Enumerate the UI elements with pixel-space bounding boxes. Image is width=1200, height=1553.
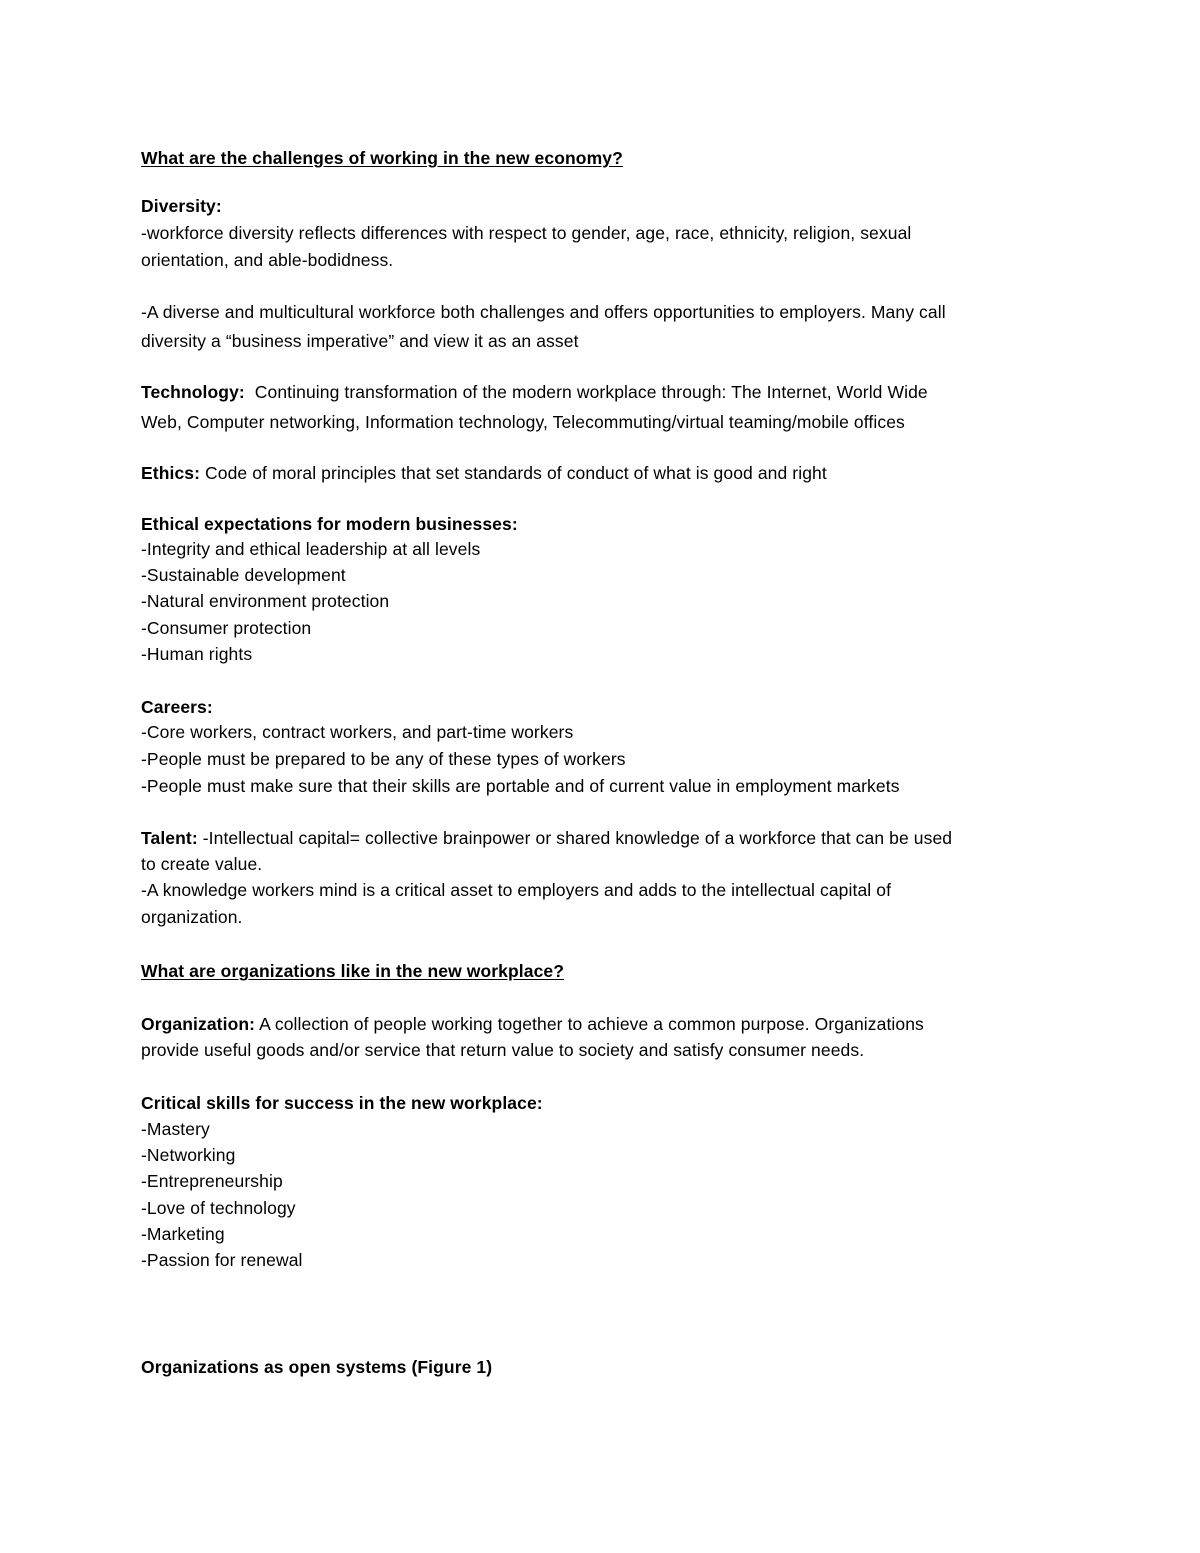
critical-skills-item: -Love of technology [141,1198,296,1218]
organization-label: Organization: [141,1014,256,1034]
talent-label: Talent: [141,828,198,848]
technology-line-2: Web, Computer networking, Information technology, Telecommuting/virtual teaming/mobile offices [141,412,905,432]
ethics-line [141,462,827,484]
ethics-text: Code of moral principles that set standards of conduct of what is good and right [200,463,827,483]
careers-item: -Core workers, contract workers, and part-time workers [141,722,574,742]
organization-text: A collection of people working together to achieve a common purpose. Organizations [255,1014,924,1034]
ethical-expectations-item: -Natural environment protection [141,591,390,611]
open-systems-heading: Organizations as open systems (Figure 1) [141,1357,493,1377]
talent-text: -Intellectual capital= collective brainpower or shared knowledge of a workforce that can be used [197,828,953,848]
careers-label: Careers: [141,697,213,717]
diversity-label: Diversity: [141,196,222,216]
organization-line-1 [141,1013,924,1035]
ethical-expectations-label: Ethical expectations for modern businesses: [141,514,518,534]
organization-line-2: provide useful goods and/or service that return value to society and satisfy consumer needs. [141,1040,865,1060]
talent-line-2: to create value. [141,854,263,874]
careers-item: -People must be prepared to be any of these types of workers [141,749,626,769]
critical-skills-item: -Entrepreneurship [141,1171,283,1191]
ethical-expectations-item: -Sustainable development [141,565,346,585]
critical-skills-item: -Marketing [141,1224,225,1244]
ethics-label: Ethics: [141,463,201,483]
critical-skills-item: -Passion for renewal [141,1250,303,1270]
diversity-line-1: -workforce diversity reflects differences with respect to gender, age, race, ethnicity, religion, sexual [141,223,912,243]
technology-label: Technology: [141,382,245,402]
talent-line-1 [141,827,952,849]
diversity-line-3: -A diverse and multicultural workforce both challenges and offers opportunities to employers. Many call [141,302,946,322]
diversity-line-2: orientation, and able-bodidness. [141,250,394,270]
careers-item: -People must make sure that their skills are portable and of current value in employment markets [141,776,900,796]
ethical-expectations-item: -Consumer protection [141,618,312,638]
talent-line-3: -A knowledge workers mind is a critical asset to employers and adds to the intellectual capital of [141,880,892,900]
critical-skills-item: -Networking [141,1145,236,1165]
heading-challenges: What are the challenges of working in the new economy? [141,148,623,168]
critical-skills-label: Critical skills for success in the new workplace: [141,1093,543,1113]
ethical-expectations-item: -Human rights [141,644,253,664]
technology-text: Continuing transformation of the modern workplace through: The Internet, World Wide [244,382,928,402]
heading-organizations: What are organizations like in the new workplace? [141,961,565,981]
diversity-line-4: diversity a “business imperative” and view it as an asset [141,331,579,351]
talent-line-4: organization. [141,907,243,927]
critical-skills-item: -Mastery [141,1119,210,1139]
ethical-expectations-item: -Integrity and ethical leadership at all levels [141,539,481,559]
technology-line-1 [141,381,928,403]
